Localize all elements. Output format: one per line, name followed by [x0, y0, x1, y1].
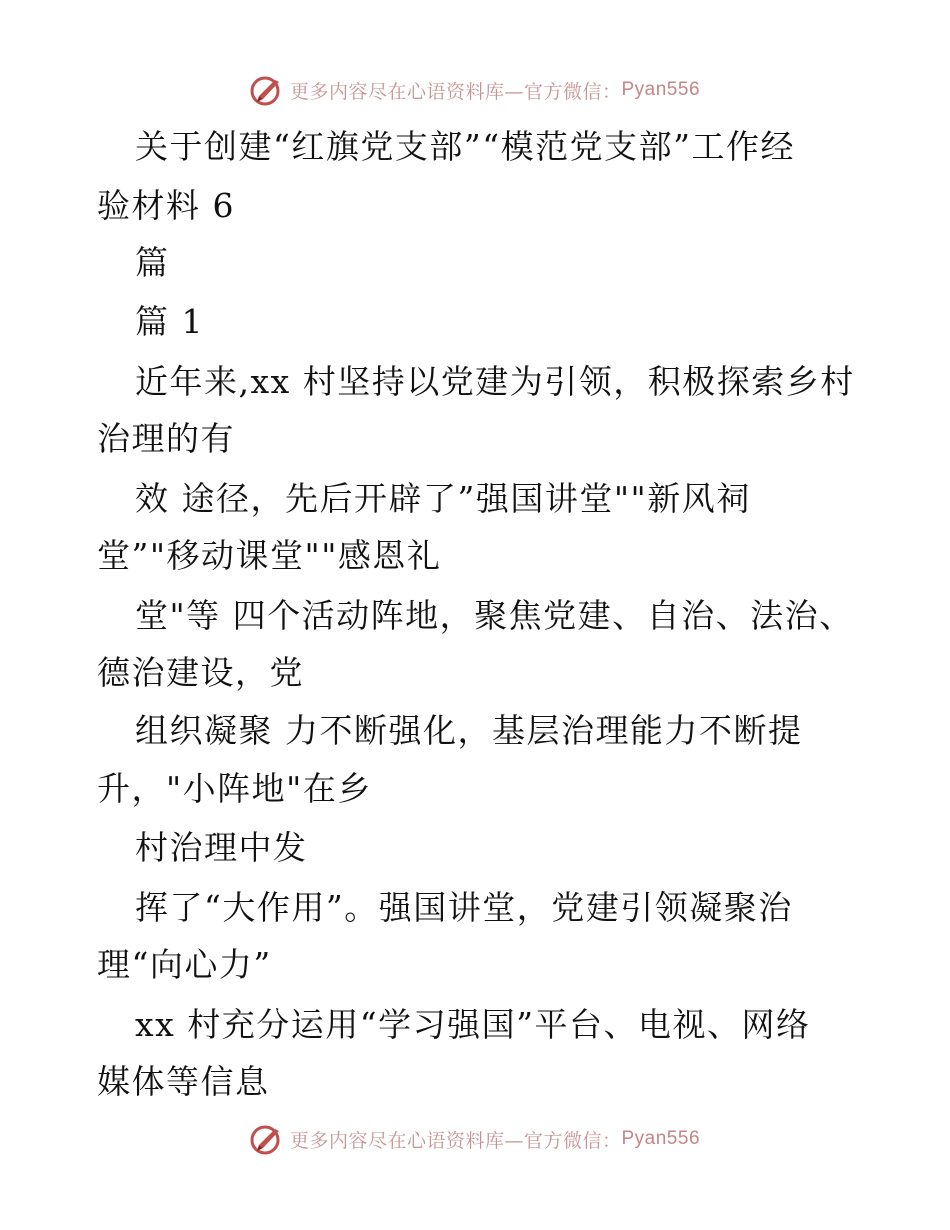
watermark-text: 更多内容尽在心语资料库—官方微信： [289, 80, 622, 103]
text-line: 媒体等信息 [97, 1062, 270, 1101]
text-line: 挥了“大作用”。强国讲堂，党建引领凝聚治 [135, 888, 793, 927]
text-line: 篇 1 [135, 302, 204, 341]
text-line: xx 村充分运用“学习强国”平台、电视、网络 [135, 1005, 811, 1044]
text-line: 堂"等 四个活动阵地，聚焦党建、自治、法治、 [135, 596, 854, 635]
text-line: 堂”"移动课堂""感恩礼 [97, 536, 442, 575]
text-line: 近年来,xx 村坚持以党建为引领，积极探索乡村 [135, 362, 855, 401]
text-line: 升，"小阵地"在乡 [97, 769, 372, 808]
watermark-text: 更多内容尽在心语资料库—官方微信： [289, 1129, 622, 1152]
text-line: 验材料 6 [97, 186, 235, 225]
watermark-footer [0, 1119, 950, 1159]
pen-logo-icon [250, 1122, 284, 1156]
text-line: 理“向心力” [97, 945, 272, 984]
text-line: 关于创建“红旗党支部”“模范党支部”工作经 [135, 127, 795, 166]
watermark-handle: Pyan556 [621, 1128, 701, 1149]
text-line: 效 途径，先后开辟了”强国讲堂""新风祠 [135, 479, 751, 518]
text-line: 篇 [135, 243, 170, 282]
text-line: 村治理中发 [135, 828, 308, 867]
text-line: 组织凝聚 力不断强化，基层治理能力不断提 [135, 711, 803, 750]
text-line: 治理的有 [97, 419, 235, 458]
text-line: 德治建设，党 [97, 653, 304, 692]
watermark-handle: Pyan556 [621, 79, 701, 100]
